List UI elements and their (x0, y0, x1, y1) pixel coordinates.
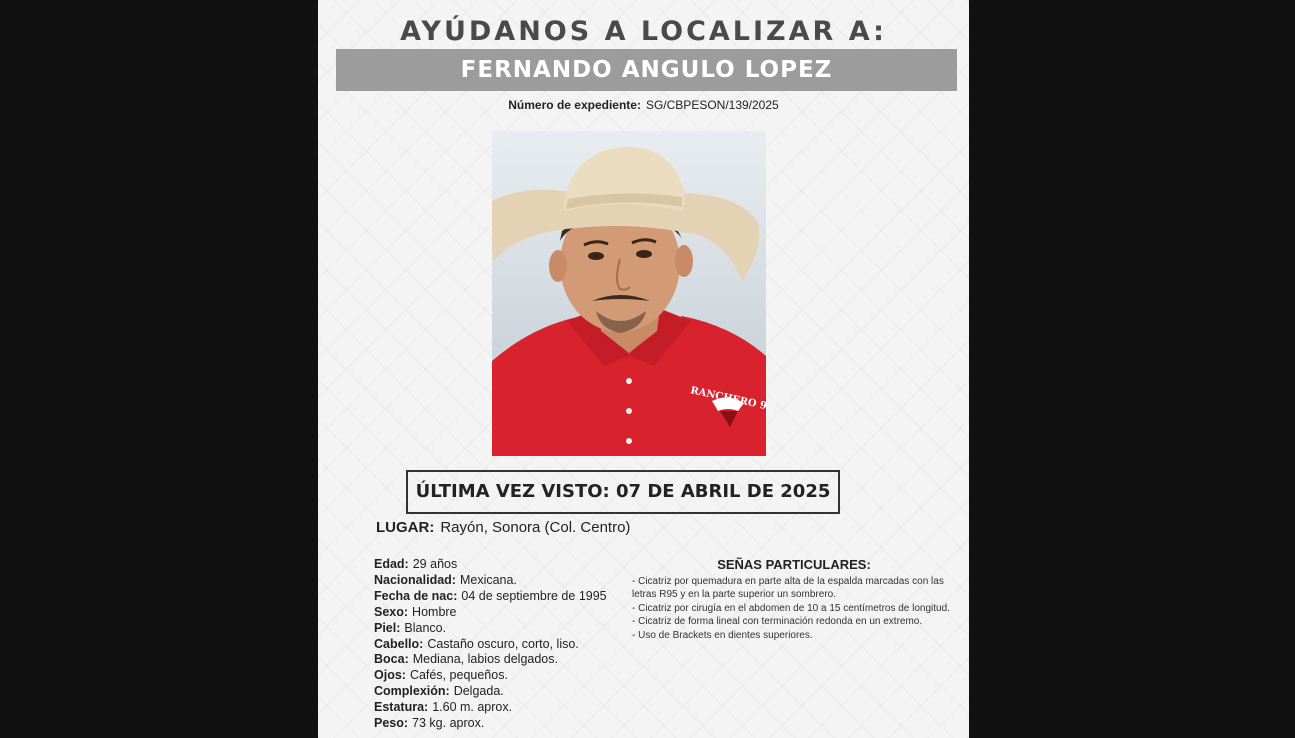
detail-row (374, 573, 607, 589)
physical-details (374, 557, 607, 732)
detail-value: Castaño oscuro, corto, liso. (427, 636, 579, 651)
person-photo (492, 131, 766, 456)
detail-row (374, 637, 607, 653)
distinguishing-marks-title: SEÑAS PARTICULARES: (717, 557, 871, 572)
detail-row (374, 589, 607, 605)
last-seen-date: ÚLTIMA VEZ VISTO: 07 DE ABRIL DE 2025 (406, 470, 840, 514)
distinguishing-marks (632, 557, 956, 642)
case-number-value: SG/CBPESON/139/2025 (645, 98, 779, 112)
detail-label: Boca: (374, 652, 409, 667)
person-name: FERNANDO ANGULO LOPEZ (336, 49, 957, 91)
detail-value: Blanco. (404, 620, 447, 635)
place-label: LUGAR: (376, 519, 435, 536)
detail-label: Ojos: (374, 668, 406, 683)
detail-value: Delgada. (453, 684, 504, 699)
detail-label: Piel: (374, 620, 401, 635)
detail-row (374, 668, 607, 684)
detail-value: Mexicana. (459, 572, 517, 587)
detail-value: 29 años (412, 557, 458, 571)
detail-label: Nacionalidad: (374, 572, 456, 587)
detail-label: Peso: (374, 716, 409, 731)
person-photo-illustration (492, 131, 766, 456)
detail-value: Cafés, pequeños. (409, 668, 508, 683)
distinguishing-mark-item: - Cicatriz por cirugía en el abdomen de 10 a 15 centímetros de longitud. (632, 602, 950, 614)
detail-label: Cabello: (374, 636, 424, 651)
case-number (318, 98, 969, 112)
detail-label: Estatura: (374, 700, 429, 715)
detail-row (374, 557, 607, 573)
detail-value: 1.60 m. aprox. (432, 700, 513, 715)
detail-value: 73 kg. aprox. (412, 716, 485, 731)
detail-label: Fecha de nac: (374, 588, 458, 603)
detail-row (374, 716, 607, 732)
distinguishing-mark-item: - Cicatriz por quemadura en parte alta de la espalda marcadas con las letras R95 y en la parte superior un sombrero. (632, 576, 944, 601)
detail-label: Sexo: (374, 604, 409, 619)
detail-value: Mediana, labios delgados. (412, 652, 558, 667)
detail-row (374, 605, 607, 621)
detail-row (374, 621, 607, 637)
detail-label: Edad: (374, 557, 409, 571)
detail-value: Hombre (412, 604, 457, 619)
detail-label: Complexión: (374, 684, 450, 699)
missing-person-poster (318, 0, 969, 738)
case-number-label: Número de expediente: (508, 98, 641, 112)
shirt-logo-text: RANCHERO 95 (689, 385, 766, 414)
poster-heading: AYÚDANOS A LOCALIZAR A: (400, 16, 887, 47)
detail-row (374, 652, 607, 668)
last-seen-place (376, 519, 630, 536)
detail-value: 04 de septiembre de 1995 (461, 588, 607, 603)
detail-row (374, 684, 607, 700)
distinguishing-mark-item: - Cicatriz de forma lineal con terminación redonda en un extremo. (632, 616, 923, 628)
detail-row (374, 700, 607, 716)
distinguishing-mark-item: - Uso de Brackets en dientes superiores. (632, 629, 813, 641)
place-value: Rayón, Sonora (Col. Centro) (440, 519, 631, 536)
